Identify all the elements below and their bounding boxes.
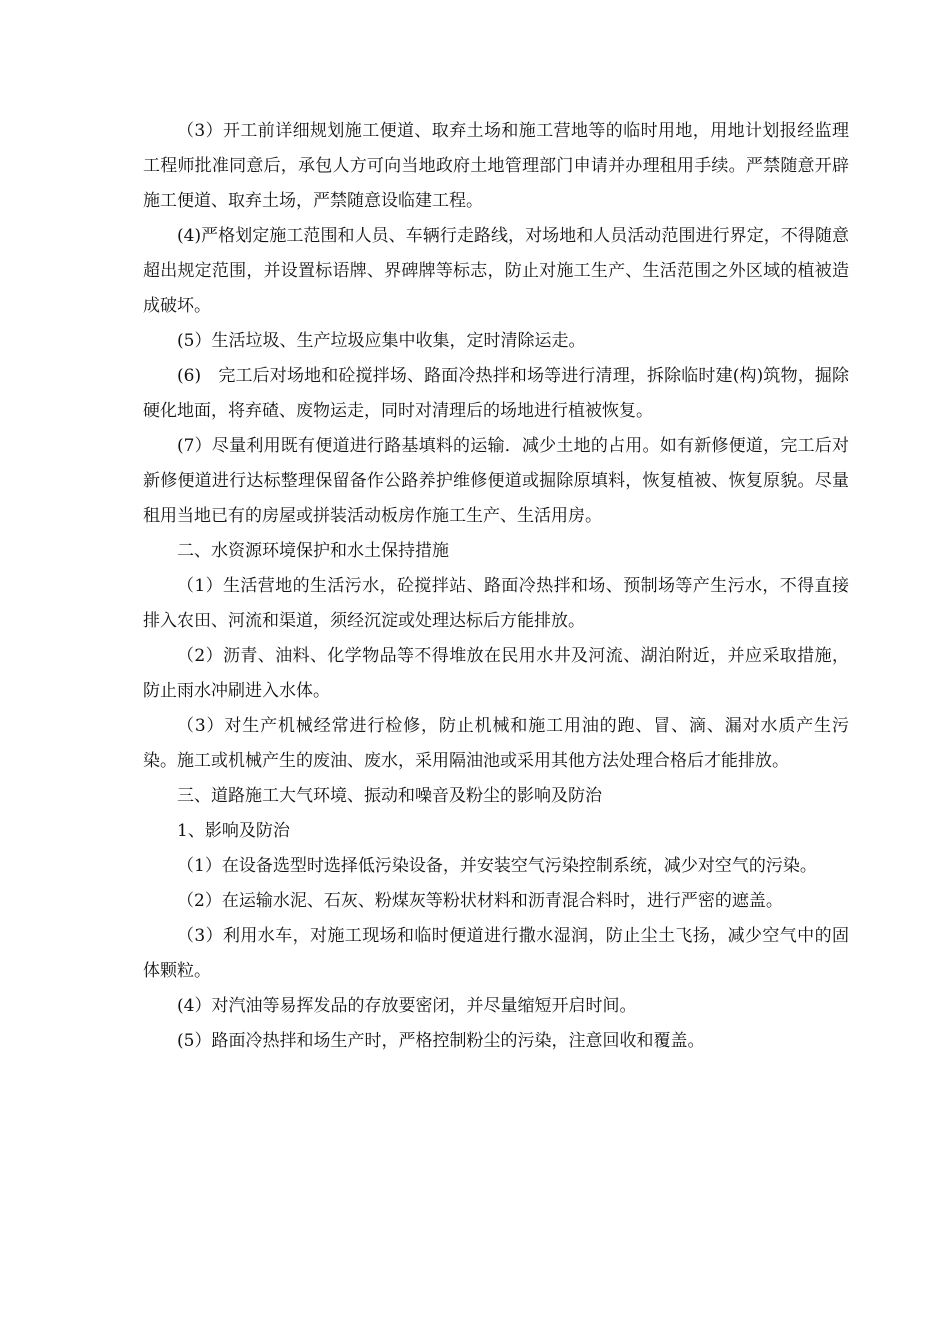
paragraph: （1）在设备选型时选择低污染设备，并安装空气污染控制系统，减少对空气的污染。	[177, 856, 817, 876]
paragraph: （1）生活营地的生活污水，砼搅拌站、路面冷热拌和场、预制场等产生污水，不得直接排入农田、河流和渠道，须经沉淀或处理达标后方能排放。	[143, 576, 849, 631]
paragraph: （2）沥青、油料、化学物品等不得堆放在民用水井及河流、湖泊附近，并应采取措施，防止雨水冲刷进入水体。	[143, 646, 849, 701]
paragraph: (5）生活垃圾、生产垃圾应集中收集，定时清除运走。	[177, 331, 586, 351]
paragraph: （2）在运输水泥、石灰、粉煤灰等粉状材料和沥青混合料时，进行严密的遮盖。	[177, 891, 783, 911]
section-heading: 二、水资源环境保护和水土保持措施	[177, 541, 449, 561]
paragraph: （3）对生产机械经常进行检修，防止机械和施工用油的跑、冒、滴、漏对水质产生污染。施工或机械产生的废油、废水，采用隔油池或采用其他方法处理合格后才能排放。	[143, 716, 849, 771]
subsection-heading: 1、影响及防治	[177, 821, 290, 841]
paragraph: (7）尽量利用既有便道进行路基填料的运输．减少土地的占用。如有新修便道，完工后对新修便道进行达标整理保留备作公路养护维修便道或掘除原填料，恢复植被、恢复原貌。尽量租用当地已有的房屋或拼装活动板房作施工生产、生活用房。	[143, 436, 849, 526]
paragraph: （3）开工前详细规划施工便道、取弃土场和施工营地等的临时用地，用地计划报经监理工程师批准同意后，承包人方可向当地政府土地管理部门申请并办理租用手续。严禁随意开辟施工便道、取弃土场，严禁随意设临建工程。	[143, 121, 849, 211]
document-body	[143, 114, 849, 1059]
paragraph: (6) 完工后对场地和砼搅拌场、路面冷热拌和场等进行清理，拆除临时建(构)筑物，掘除硬化地面，将弃碴、废物运走，同时对清理后的场地进行植被恢复。	[143, 366, 849, 421]
section-heading: 三、道路施工大气环境、振动和噪音及粉尘的影响及防治	[177, 786, 602, 806]
paragraph: (4）对汽油等易挥发品的存放要密闭，并尽量缩短开启时间。	[177, 996, 637, 1016]
paragraph: (4)严格划定施工范围和人员、车辆行走路线，对场地和人员活动范围进行界定，不得随意超出规定范围，并设置标语牌、界碑牌等标志，防止对施工生产、生活范围之外区域的植被造成破坏。	[143, 226, 849, 316]
paragraph: （3）利用水车，对施工现场和临时便道进行撒水湿润，防止尘土飞扬，减少空气中的固体颗粒。	[143, 926, 849, 981]
paragraph: (5）路面冷热拌和场生产时，严格控制粉尘的污染，注意回收和覆盖。	[177, 1031, 705, 1051]
